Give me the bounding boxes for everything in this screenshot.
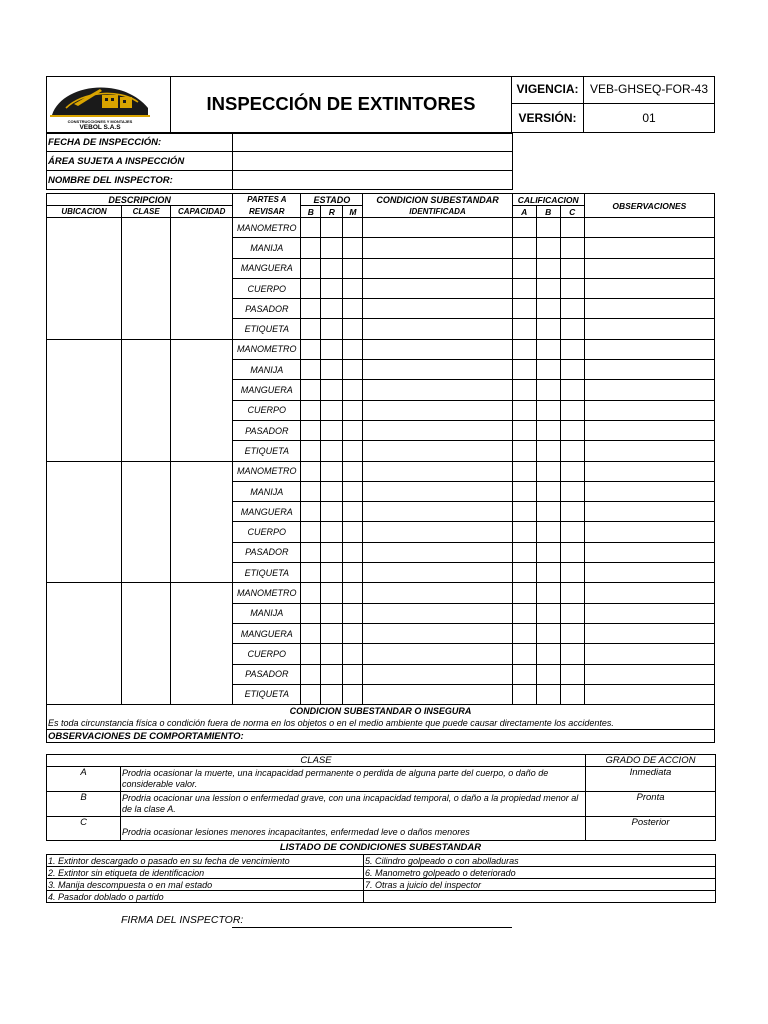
observaciones-cell[interactable] bbox=[584, 481, 714, 501]
estado-m-cell[interactable] bbox=[343, 258, 363, 278]
observaciones-cell[interactable] bbox=[584, 563, 714, 583]
listado-item: 1. Extintor descargado o pasado en su fecha de vencimiento bbox=[47, 855, 364, 867]
estado-r-cell[interactable] bbox=[321, 481, 343, 501]
cal-b-cell[interactable] bbox=[536, 644, 560, 664]
observaciones-cell[interactable] bbox=[584, 218, 714, 238]
cal-c-cell[interactable] bbox=[560, 299, 584, 319]
part-label: PASADOR bbox=[233, 420, 301, 440]
estado-r-cell[interactable] bbox=[321, 299, 343, 319]
part-label: MANOMETRO bbox=[233, 583, 301, 603]
estado-r-cell[interactable] bbox=[321, 664, 343, 684]
observaciones-cell[interactable] bbox=[584, 339, 714, 359]
estado-r-cell[interactable] bbox=[321, 238, 343, 258]
estado-b-cell[interactable] bbox=[301, 420, 321, 440]
meta-row-divider bbox=[511, 103, 714, 104]
cal-a-cell[interactable] bbox=[512, 278, 536, 298]
condicion-cell[interactable] bbox=[363, 563, 512, 583]
estado-r-cell[interactable] bbox=[321, 218, 343, 238]
cal-c-cell[interactable] bbox=[560, 684, 584, 704]
estado-b-cell[interactable] bbox=[301, 319, 321, 339]
estado-m-cell[interactable] bbox=[343, 542, 363, 562]
part-label: ETIQUETA bbox=[233, 684, 301, 704]
estado-r-cell[interactable] bbox=[321, 420, 343, 440]
clase-description: Prodria ocasionar la muerte, una incapacidad permanente o perdida de alguna parte del cuerpo, o daño de considerable valor. bbox=[121, 767, 586, 792]
condicion-cell[interactable] bbox=[363, 502, 512, 522]
estado-b-cell[interactable] bbox=[301, 664, 321, 684]
vigencia-label: VIGENCIA: bbox=[516, 82, 579, 96]
estado-b-header: B bbox=[301, 206, 321, 218]
cal-c-cell[interactable] bbox=[560, 360, 584, 380]
estado-m-cell[interactable] bbox=[343, 623, 363, 643]
observaciones-cell[interactable] bbox=[584, 420, 714, 440]
cal-b-cell[interactable] bbox=[536, 461, 560, 481]
estado-r-cell[interactable] bbox=[321, 441, 343, 461]
observaciones-cell[interactable] bbox=[584, 583, 714, 603]
part-label: PASADOR bbox=[233, 542, 301, 562]
company-logo bbox=[48, 78, 152, 131]
part-label: MANGUERA bbox=[233, 258, 301, 278]
capacidad-cell[interactable] bbox=[171, 461, 233, 583]
form-header bbox=[46, 76, 715, 133]
cal-b-cell[interactable] bbox=[536, 339, 560, 359]
cal-a-cell[interactable] bbox=[512, 542, 536, 562]
condicion-cell[interactable] bbox=[363, 603, 512, 623]
part-label: CUERPO bbox=[233, 522, 301, 542]
observaciones-cell[interactable] bbox=[584, 380, 714, 400]
estado-r-cell[interactable] bbox=[321, 542, 343, 562]
cal-a-cell[interactable] bbox=[512, 258, 536, 278]
estado-r-cell[interactable] bbox=[321, 380, 343, 400]
condicion-cell[interactable] bbox=[363, 461, 512, 481]
inspection-table bbox=[46, 193, 715, 743]
cal-a-cell[interactable] bbox=[512, 420, 536, 440]
clase-cell[interactable] bbox=[122, 583, 171, 705]
estado-m-cell[interactable] bbox=[343, 218, 363, 238]
cal-a-cell[interactable] bbox=[512, 481, 536, 501]
listado-item: 5. Cilindro golpeado o con abolladuras bbox=[364, 855, 716, 867]
cal-a-cell[interactable] bbox=[512, 360, 536, 380]
observaciones-cell[interactable] bbox=[584, 542, 714, 562]
cal-b-cell[interactable] bbox=[536, 603, 560, 623]
cal-c-cell[interactable] bbox=[560, 583, 584, 603]
cal-a-cell[interactable] bbox=[512, 603, 536, 623]
info-label: ÁREA SUJETA A INSPECCIÓN bbox=[47, 152, 233, 171]
logo-company-name: VEBOL S.A.S bbox=[79, 124, 121, 131]
listado-item bbox=[364, 891, 716, 903]
estado-b-cell[interactable] bbox=[301, 563, 321, 583]
estado-b-cell[interactable] bbox=[301, 218, 321, 238]
cal-b-cell[interactable] bbox=[536, 623, 560, 643]
condicion-cell[interactable] bbox=[363, 278, 512, 298]
grado-accion: Inmediata bbox=[586, 767, 716, 792]
estado-m-cell[interactable] bbox=[343, 644, 363, 664]
estado-b-cell[interactable] bbox=[301, 258, 321, 278]
capacidad-header: CAPACIDAD bbox=[171, 206, 233, 218]
cal-b-cell[interactable] bbox=[536, 441, 560, 461]
clase-cell[interactable] bbox=[122, 218, 171, 340]
cal-c-cell[interactable] bbox=[560, 563, 584, 583]
part-label: CUERPO bbox=[233, 278, 301, 298]
inspection-row bbox=[47, 339, 715, 359]
listado-item: 6. Manometro golpeado o deteriorado bbox=[364, 867, 716, 879]
estado-r-cell[interactable] bbox=[321, 583, 343, 603]
condicion-header: CONDICION SUBESTANDAR bbox=[363, 194, 512, 206]
cal-a-cell[interactable] bbox=[512, 400, 536, 420]
part-label: MANIJA bbox=[233, 238, 301, 258]
ubicacion-cell[interactable] bbox=[47, 339, 122, 461]
cal-c-cell[interactable] bbox=[560, 238, 584, 258]
cal-a-cell[interactable] bbox=[512, 563, 536, 583]
part-label: MANGUERA bbox=[233, 380, 301, 400]
cal-c-cell[interactable] bbox=[560, 420, 584, 440]
cal-a-cell[interactable] bbox=[512, 623, 536, 643]
firma-line[interactable] bbox=[232, 927, 512, 928]
cal-c-cell[interactable] bbox=[560, 522, 584, 542]
observaciones-cell[interactable] bbox=[584, 502, 714, 522]
cal-c-cell[interactable] bbox=[560, 218, 584, 238]
partes-header-top: PARTES A bbox=[233, 194, 301, 206]
clase-letter: A bbox=[47, 767, 121, 792]
observaciones-cell[interactable] bbox=[584, 522, 714, 542]
clase-letter: C bbox=[47, 817, 121, 841]
clase-cell[interactable] bbox=[122, 461, 171, 583]
condicion-cell[interactable] bbox=[363, 380, 512, 400]
cal-a-cell[interactable] bbox=[512, 522, 536, 542]
estado-r-cell[interactable] bbox=[321, 461, 343, 481]
clase-column-header: CLASE bbox=[47, 755, 586, 767]
cal-a-cell[interactable] bbox=[512, 583, 536, 603]
clase-table bbox=[46, 754, 716, 841]
estado-r-cell[interactable] bbox=[321, 360, 343, 380]
estado-m-cell[interactable] bbox=[343, 522, 363, 542]
listado-title: LISTADO DE CONDICIONES SUBESTANDAR bbox=[279, 842, 482, 853]
version-label: VERSIÓN: bbox=[518, 111, 577, 125]
cal-c-cell[interactable] bbox=[560, 258, 584, 278]
condicion-cell[interactable] bbox=[363, 360, 512, 380]
cal-a-cell[interactable] bbox=[512, 319, 536, 339]
condicion-cell[interactable] bbox=[363, 522, 512, 542]
cal-b-cell[interactable] bbox=[536, 218, 560, 238]
part-label: MANIJA bbox=[233, 603, 301, 623]
estado-b-cell[interactable] bbox=[301, 623, 321, 643]
clase-cell[interactable] bbox=[122, 339, 171, 461]
cal-b-cell[interactable] bbox=[536, 258, 560, 278]
cal-b-cell[interactable] bbox=[536, 420, 560, 440]
part-label: MANIJA bbox=[233, 360, 301, 380]
cal-c-cell[interactable] bbox=[560, 603, 584, 623]
inspector-name-field[interactable] bbox=[232, 171, 512, 190]
listado-table bbox=[46, 854, 716, 903]
estado-m-cell[interactable] bbox=[343, 441, 363, 461]
cal-c-cell[interactable] bbox=[560, 339, 584, 359]
estado-m-cell[interactable] bbox=[343, 420, 363, 440]
cal-b-cell[interactable] bbox=[536, 360, 560, 380]
observaciones-cell[interactable] bbox=[584, 461, 714, 481]
cal-c-header: C bbox=[560, 206, 584, 218]
estado-b-cell[interactable] bbox=[301, 400, 321, 420]
condicion-cell[interactable] bbox=[363, 258, 512, 278]
cal-b-cell[interactable] bbox=[536, 684, 560, 704]
inspection-date-field[interactable] bbox=[232, 134, 512, 152]
part-label: MANIJA bbox=[233, 481, 301, 501]
capacidad-cell[interactable] bbox=[171, 218, 233, 340]
condicion-cell[interactable] bbox=[363, 542, 512, 562]
cal-c-cell[interactable] bbox=[560, 278, 584, 298]
ubicacion-cell[interactable] bbox=[47, 583, 122, 705]
cal-b-cell[interactable] bbox=[536, 542, 560, 562]
condicion-cell[interactable] bbox=[363, 420, 512, 440]
estado-b-cell[interactable] bbox=[301, 603, 321, 623]
cal-a-cell[interactable] bbox=[512, 218, 536, 238]
capacidad-cell[interactable] bbox=[171, 583, 233, 705]
ubicacion-cell[interactable] bbox=[47, 461, 122, 583]
part-label: PASADOR bbox=[233, 299, 301, 319]
condicion-cell[interactable] bbox=[363, 481, 512, 501]
estado-m-cell[interactable] bbox=[343, 664, 363, 684]
condicion-cell[interactable] bbox=[363, 238, 512, 258]
listado-item: 3. Manija descompuesta o en mal estado bbox=[47, 879, 364, 891]
cal-b-cell[interactable] bbox=[536, 380, 560, 400]
estado-r-cell[interactable] bbox=[321, 258, 343, 278]
condicion-cell[interactable] bbox=[363, 218, 512, 238]
estado-r-cell[interactable] bbox=[321, 278, 343, 298]
estado-m-cell[interactable] bbox=[343, 481, 363, 501]
inspection-row bbox=[47, 583, 715, 603]
observaciones-cell[interactable] bbox=[584, 360, 714, 380]
estado-b-cell[interactable] bbox=[301, 644, 321, 664]
estado-m-cell[interactable] bbox=[343, 502, 363, 522]
estado-r-cell[interactable] bbox=[321, 339, 343, 359]
condicion-cell[interactable] bbox=[363, 664, 512, 684]
part-label: MANOMETRO bbox=[233, 461, 301, 481]
cal-a-cell[interactable] bbox=[512, 299, 536, 319]
cal-c-cell[interactable] bbox=[560, 481, 584, 501]
cal-b-cell[interactable] bbox=[536, 563, 560, 583]
estado-b-cell[interactable] bbox=[301, 542, 321, 562]
estado-m-cell[interactable] bbox=[343, 380, 363, 400]
estado-m-cell[interactable] bbox=[343, 583, 363, 603]
cal-a-cell[interactable] bbox=[512, 380, 536, 400]
estado-r-cell[interactable] bbox=[321, 603, 343, 623]
estado-m-cell[interactable] bbox=[343, 461, 363, 481]
observaciones-cell[interactable] bbox=[584, 278, 714, 298]
cal-c-cell[interactable] bbox=[560, 644, 584, 664]
listado-item: 4. Pasador doblado o partido bbox=[47, 891, 364, 903]
inspection-info bbox=[46, 133, 513, 190]
part-label: MANGUERA bbox=[233, 623, 301, 643]
cal-b-cell[interactable] bbox=[536, 278, 560, 298]
clase-header: CLASE bbox=[122, 206, 171, 218]
grado-accion: Pronta bbox=[586, 792, 716, 817]
estado-m-cell[interactable] bbox=[343, 278, 363, 298]
part-label: CUERPO bbox=[233, 644, 301, 664]
estado-b-cell[interactable] bbox=[301, 481, 321, 501]
estado-r-cell[interactable] bbox=[321, 502, 343, 522]
estado-r-cell[interactable] bbox=[321, 644, 343, 664]
version-value: 01 bbox=[642, 111, 656, 125]
cal-a-cell[interactable] bbox=[512, 502, 536, 522]
observaciones-header: OBSERVACIONES bbox=[584, 194, 714, 218]
logo-subtitle: CONSTRUCCIONES Y MONTAJES bbox=[67, 119, 133, 124]
clase-description: Prodria ocacionar una lession o enfermedad grave, con una incapacidad temporal, o daño a la propiedad menor al de la clase A. bbox=[121, 792, 586, 817]
observaciones-cell[interactable] bbox=[584, 441, 714, 461]
cal-c-cell[interactable] bbox=[560, 441, 584, 461]
cal-c-cell[interactable] bbox=[560, 400, 584, 420]
estado-m-header: M bbox=[343, 206, 363, 218]
listado-item: 7. Otras a juicio del inspector bbox=[364, 879, 716, 891]
info-label: FECHA DE INSPECCIÓN: bbox=[47, 134, 233, 152]
estado-m-cell[interactable] bbox=[343, 299, 363, 319]
estado-r-cell[interactable] bbox=[321, 623, 343, 643]
condicion-definition: Es toda circunstancia física o condición fuera de norma en los objetos o en el medio ambiente que puede causar directamente los accidentes. bbox=[47, 717, 715, 730]
cal-c-cell[interactable] bbox=[560, 319, 584, 339]
estado-m-cell[interactable] bbox=[343, 339, 363, 359]
inspection-row bbox=[47, 218, 715, 238]
cal-a-cell[interactable] bbox=[512, 664, 536, 684]
firma-label: FIRMA DEL INSPECTOR: bbox=[121, 914, 244, 926]
estado-r-header: R bbox=[321, 206, 343, 218]
estado-b-cell[interactable] bbox=[301, 339, 321, 359]
condicion-cell[interactable] bbox=[363, 299, 512, 319]
condicion-cell[interactable] bbox=[363, 400, 512, 420]
part-label: ETIQUETA bbox=[233, 563, 301, 583]
estado-r-cell[interactable] bbox=[321, 319, 343, 339]
cal-a-cell[interactable] bbox=[512, 441, 536, 461]
cal-a-cell[interactable] bbox=[512, 461, 536, 481]
estado-b-cell[interactable] bbox=[301, 380, 321, 400]
condicion-cell[interactable] bbox=[363, 684, 512, 704]
observaciones-cell[interactable] bbox=[584, 684, 714, 704]
part-label: ETIQUETA bbox=[233, 441, 301, 461]
condicion-cell[interactable] bbox=[363, 319, 512, 339]
part-label: PASADOR bbox=[233, 664, 301, 684]
observaciones-cell[interactable] bbox=[584, 623, 714, 643]
page-title: INSPECCIÓN DE EXTINTORES bbox=[206, 93, 476, 114]
estado-b-cell[interactable] bbox=[301, 360, 321, 380]
cal-b-header: B bbox=[536, 206, 560, 218]
observaciones-cell[interactable] bbox=[584, 299, 714, 319]
cal-c-cell[interactable] bbox=[560, 542, 584, 562]
part-label: MANGUERA bbox=[233, 502, 301, 522]
vigencia-value: VEB-GHSEQ-FOR-43 bbox=[589, 82, 709, 96]
part-label: ETIQUETA bbox=[233, 319, 301, 339]
cal-b-cell[interactable] bbox=[536, 583, 560, 603]
cal-a-cell[interactable] bbox=[512, 238, 536, 258]
condicion-cell[interactable] bbox=[363, 623, 512, 643]
listado-item: 2. Extintor sin etiqueta de identificacion bbox=[47, 867, 364, 879]
estado-m-cell[interactable] bbox=[343, 684, 363, 704]
estado-b-cell[interactable] bbox=[301, 684, 321, 704]
cal-a-cell[interactable] bbox=[512, 339, 536, 359]
cal-b-cell[interactable] bbox=[536, 664, 560, 684]
observaciones-cell[interactable] bbox=[584, 664, 714, 684]
cal-b-cell[interactable] bbox=[536, 238, 560, 258]
estado-b-cell[interactable] bbox=[301, 502, 321, 522]
capacidad-cell[interactable] bbox=[171, 339, 233, 461]
part-label: MANOMETRO bbox=[233, 339, 301, 359]
estado-m-cell[interactable] bbox=[343, 563, 363, 583]
ubicacion-cell[interactable] bbox=[47, 218, 122, 340]
cal-b-cell[interactable] bbox=[536, 400, 560, 420]
observaciones-cell[interactable] bbox=[584, 319, 714, 339]
condicion-cell[interactable] bbox=[363, 644, 512, 664]
estado-b-cell[interactable] bbox=[301, 461, 321, 481]
estado-r-cell[interactable] bbox=[321, 522, 343, 542]
grado-column-header: GRADO DE ACCION bbox=[586, 755, 716, 767]
estado-m-cell[interactable] bbox=[343, 400, 363, 420]
grado-accion: Posterior bbox=[586, 817, 716, 841]
estado-r-cell[interactable] bbox=[321, 400, 343, 420]
calificacion-header: CALIFICACION bbox=[512, 194, 584, 206]
observaciones-cell[interactable] bbox=[584, 400, 714, 420]
condicion-cell[interactable] bbox=[363, 339, 512, 359]
part-label: CUERPO bbox=[233, 400, 301, 420]
estado-header: ESTADO bbox=[301, 194, 363, 206]
observaciones-cell[interactable] bbox=[584, 238, 714, 258]
estado-r-cell[interactable] bbox=[321, 563, 343, 583]
observaciones-comportamiento[interactable]: OBSERVACIONES DE COMPORTAMIENTO: bbox=[47, 730, 715, 743]
estado-b-cell[interactable] bbox=[301, 278, 321, 298]
info-label: NOMBRE DEL INSPECTOR: bbox=[47, 171, 233, 190]
cal-a-cell[interactable] bbox=[512, 684, 536, 704]
condicion-cell[interactable] bbox=[363, 583, 512, 603]
cal-a-cell[interactable] bbox=[512, 644, 536, 664]
estado-b-cell[interactable] bbox=[301, 583, 321, 603]
inspection-area-field[interactable] bbox=[232, 152, 512, 171]
observaciones-cell[interactable] bbox=[584, 644, 714, 664]
observaciones-cell[interactable] bbox=[584, 258, 714, 278]
cal-b-cell[interactable] bbox=[536, 522, 560, 542]
cal-c-cell[interactable] bbox=[560, 461, 584, 481]
condicion-cell[interactable] bbox=[363, 441, 512, 461]
vebol-logo-icon bbox=[48, 78, 152, 120]
cal-c-cell[interactable] bbox=[560, 623, 584, 643]
cal-b-cell[interactable] bbox=[536, 481, 560, 501]
cal-c-cell[interactable] bbox=[560, 380, 584, 400]
cal-b-cell[interactable] bbox=[536, 299, 560, 319]
cal-b-cell[interactable] bbox=[536, 319, 560, 339]
descripcion-header: DESCRIPCION bbox=[47, 194, 233, 206]
estado-b-cell[interactable] bbox=[301, 299, 321, 319]
estado-m-cell[interactable] bbox=[343, 603, 363, 623]
estado-b-cell[interactable] bbox=[301, 238, 321, 258]
estado-m-cell[interactable] bbox=[343, 360, 363, 380]
part-label: MANOMETRO bbox=[233, 218, 301, 238]
cal-c-cell[interactable] bbox=[560, 664, 584, 684]
clase-description: Prodria ocasionar lesiones menores incapacitantes, enfermedad leve o daños menores bbox=[121, 817, 586, 841]
clase-letter: B bbox=[47, 792, 121, 817]
estado-r-cell[interactable] bbox=[321, 684, 343, 704]
estado-m-cell[interactable] bbox=[343, 319, 363, 339]
condicion-title: CONDICION SUBESTANDAR O INSEGURA bbox=[47, 705, 715, 717]
observaciones-cell[interactable] bbox=[584, 603, 714, 623]
estado-b-cell[interactable] bbox=[301, 522, 321, 542]
ubicacion-header: UBICACION bbox=[47, 206, 122, 218]
cal-a-header: A bbox=[512, 206, 536, 218]
cal-c-cell[interactable] bbox=[560, 502, 584, 522]
cal-b-cell[interactable] bbox=[536, 502, 560, 522]
identificada-header: IDENTIFICADA bbox=[363, 206, 512, 218]
estado-m-cell[interactable] bbox=[343, 238, 363, 258]
estado-b-cell[interactable] bbox=[301, 441, 321, 461]
inspection-row bbox=[47, 461, 715, 481]
partes-header-bottom: REVISAR bbox=[233, 206, 301, 218]
